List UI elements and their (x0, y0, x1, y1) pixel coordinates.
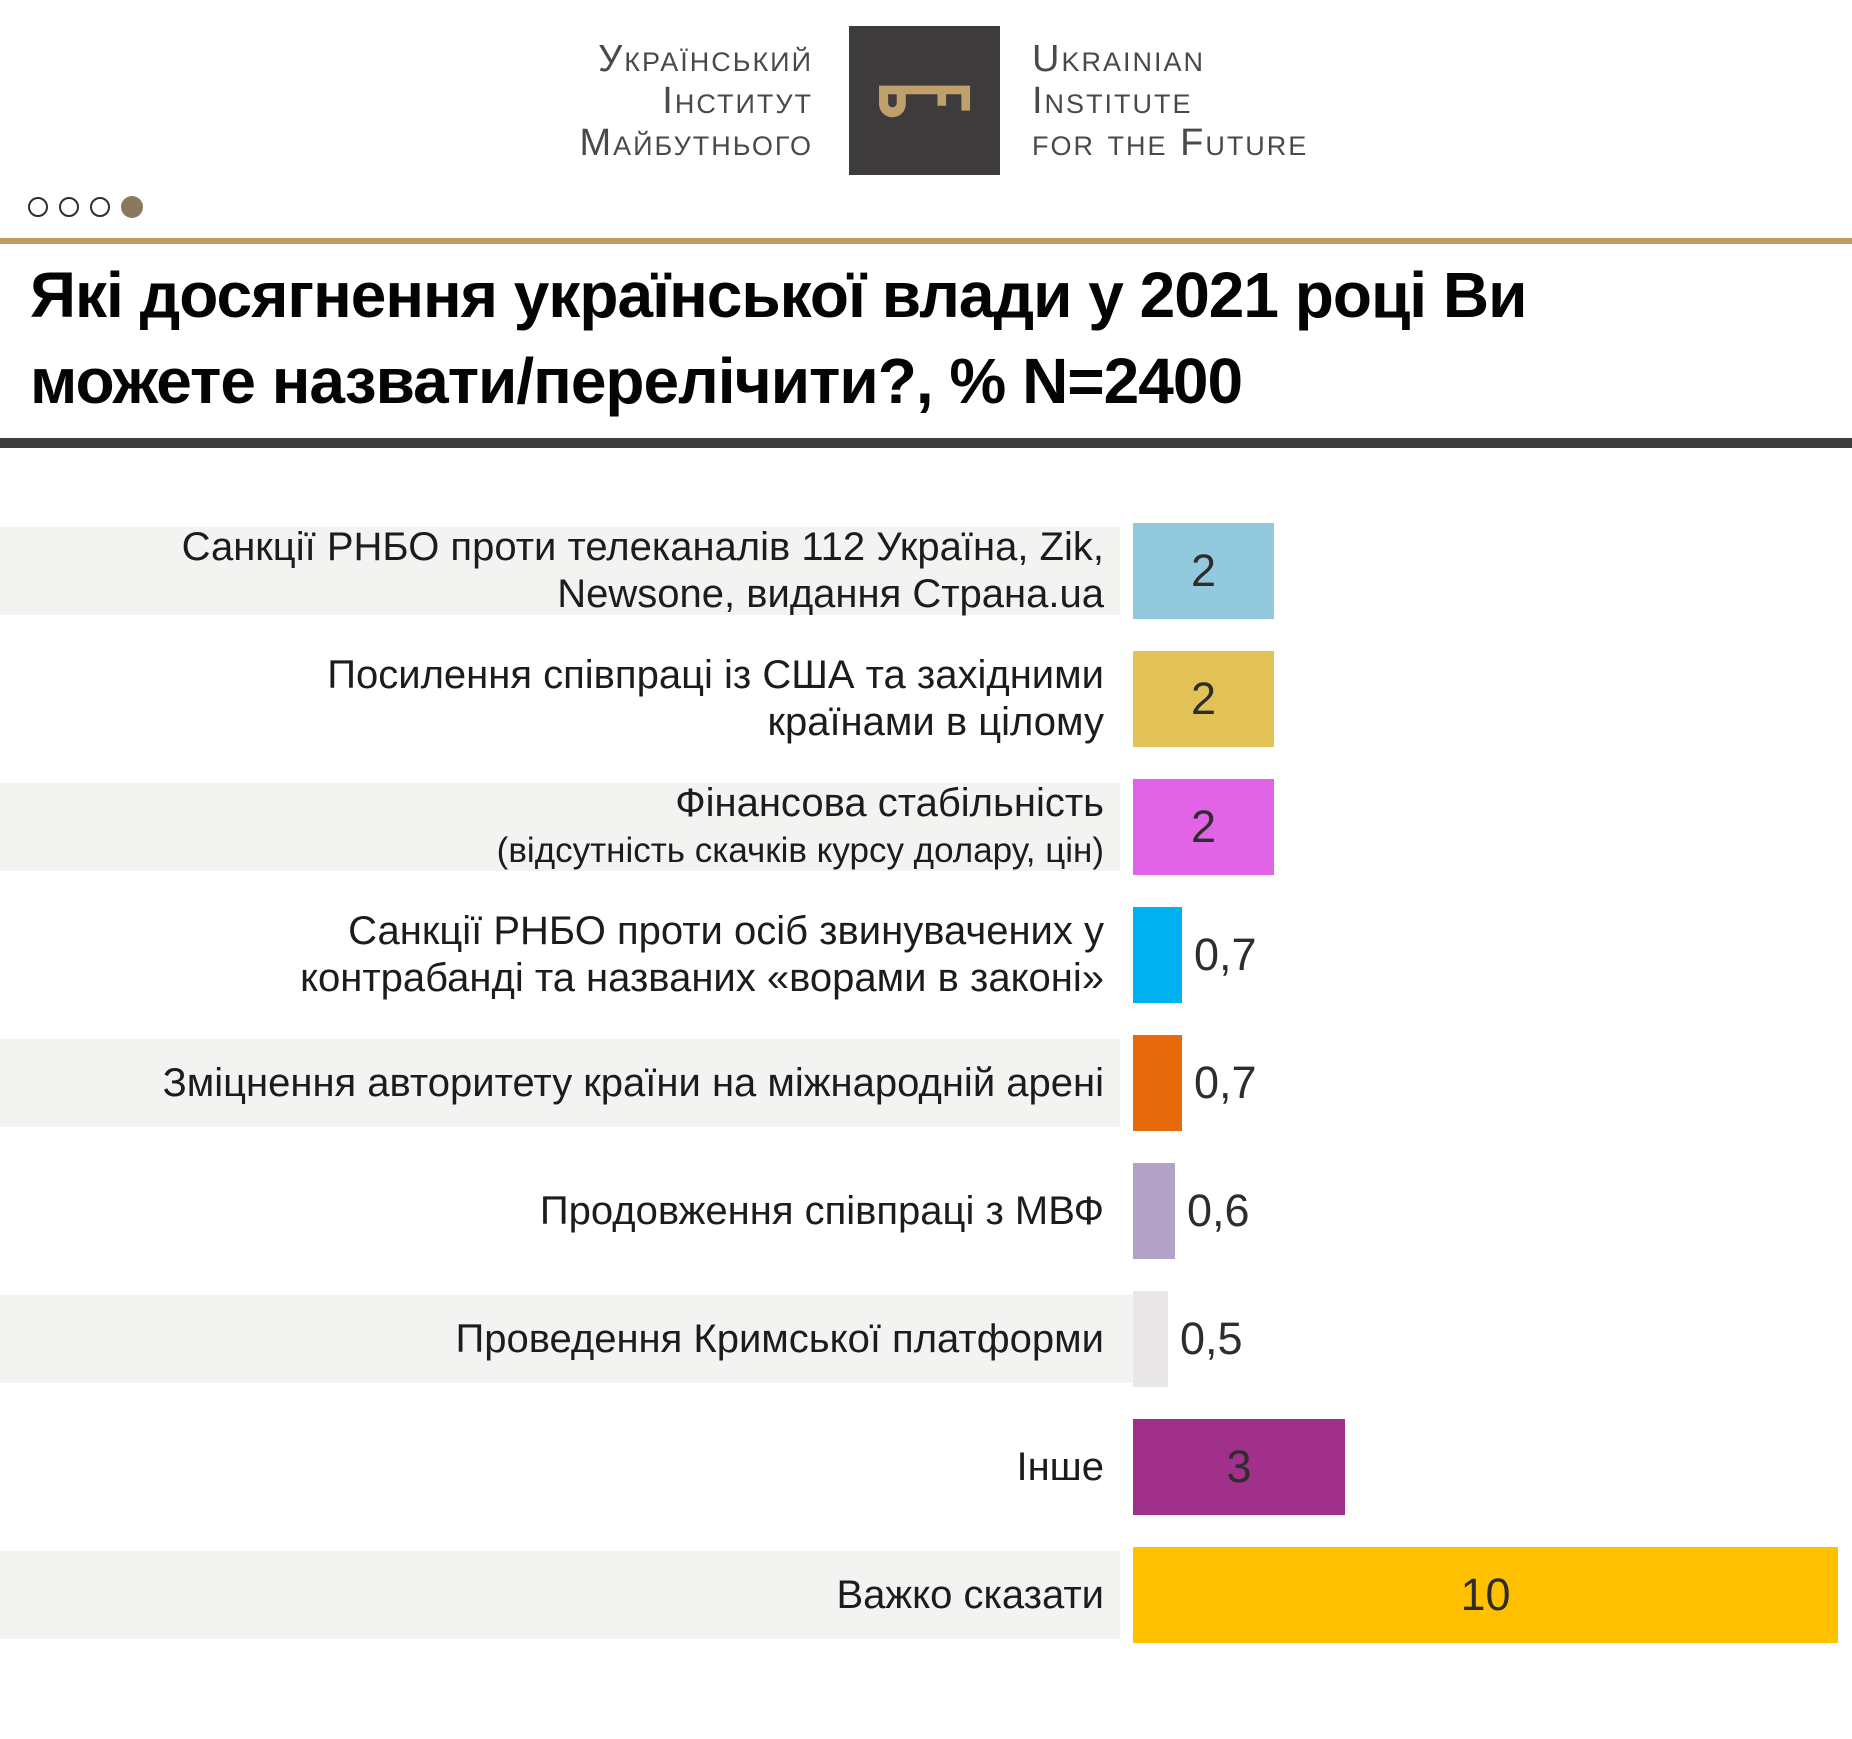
pagination-dot (90, 197, 110, 217)
chart-row (0, 1291, 1852, 1387)
label-line: Санкції РНБО проти осіб звинувачених у (348, 909, 1104, 953)
pagination-dot (59, 197, 79, 217)
logo-name-english (1032, 38, 1308, 164)
category-label (0, 783, 1120, 871)
chart-row (0, 779, 1852, 875)
logo-line: Institute (1032, 80, 1193, 122)
label-line: Зміцнення авторитету країни на міжнародній арені (162, 1060, 1104, 1105)
bar (1133, 907, 1182, 1003)
label-line: Важко сказати (836, 1572, 1104, 1617)
chart-row (0, 907, 1852, 1003)
logo-line: Ukrainian (1032, 38, 1205, 80)
title-line: можете назвати/перелічити?, % N=2400 (30, 345, 1243, 417)
label-line: Санкції РНБО проти телеканалів 112 Україна, Zik, (181, 525, 1104, 569)
value-label: 0,7 (1194, 1057, 1257, 1108)
title-line: Які досягнення української влади у 2021 році Ви (30, 259, 1527, 331)
value-label: 10 (1460, 1569, 1511, 1620)
logo-line: Український (598, 38, 813, 80)
category-label (0, 1039, 1120, 1127)
category-label (0, 527, 1120, 615)
label-line: Інше (1016, 1444, 1104, 1489)
bar (1133, 1547, 1838, 1643)
bar (1133, 523, 1274, 619)
label-line: контрабанді та названих «ворами в законі» (300, 956, 1104, 1000)
label-line: Посилення співпраці із США та західними (327, 653, 1104, 697)
dark-divider (0, 438, 1852, 448)
bar (1133, 651, 1274, 747)
chart-row (0, 1035, 1852, 1131)
pagination-dot-active (121, 196, 143, 218)
logo-line: Інститут (662, 80, 813, 122)
value-label: 0,5 (1180, 1313, 1243, 1364)
bar (1133, 1419, 1345, 1515)
gold-divider (0, 238, 1852, 244)
label-line: країнами в цілому (767, 700, 1104, 744)
category-label (0, 1551, 1120, 1639)
category-label (0, 911, 1120, 999)
logo-line: for the Future (1032, 122, 1309, 164)
logo-line: Майбутнього (579, 122, 813, 164)
chart-row (0, 1419, 1852, 1515)
category-label (0, 1423, 1120, 1511)
chart-row (0, 651, 1852, 747)
category-label (0, 655, 1120, 743)
label-subline: (відсутність скачків курсу долару, цін) (496, 831, 1104, 870)
page-title (30, 252, 1526, 424)
label-line: Фінансова стабільність (675, 781, 1104, 825)
value-label: 2 (1190, 545, 1217, 596)
bar (1133, 1035, 1182, 1131)
bar (1133, 779, 1274, 875)
logo-key-square (849, 26, 1000, 175)
value-label: 3 (1226, 1441, 1252, 1492)
slide-pagination (28, 196, 143, 218)
category-label (0, 1295, 1120, 1383)
value-label: 0,7 (1194, 929, 1257, 980)
logo-name-ukrainian (579, 38, 813, 164)
value-label: 2 (1190, 801, 1217, 852)
label-line: Проведення Кримської платформи (455, 1316, 1104, 1361)
bar-chart (0, 523, 1852, 1675)
value-label: 2 (1190, 673, 1217, 724)
bar (1133, 1291, 1168, 1387)
label-line: Продовження співпраці з МВФ (539, 1188, 1104, 1233)
bar (1133, 1163, 1175, 1259)
chart-row (0, 1163, 1852, 1259)
pagination-dot (28, 197, 48, 217)
chart-row (0, 1547, 1852, 1643)
category-label (0, 1167, 1120, 1255)
key-icon (879, 84, 971, 118)
label-line: Newsone, видання Страна.ua (557, 572, 1104, 616)
chart-row (0, 523, 1852, 619)
value-label: 0,6 (1187, 1185, 1250, 1236)
